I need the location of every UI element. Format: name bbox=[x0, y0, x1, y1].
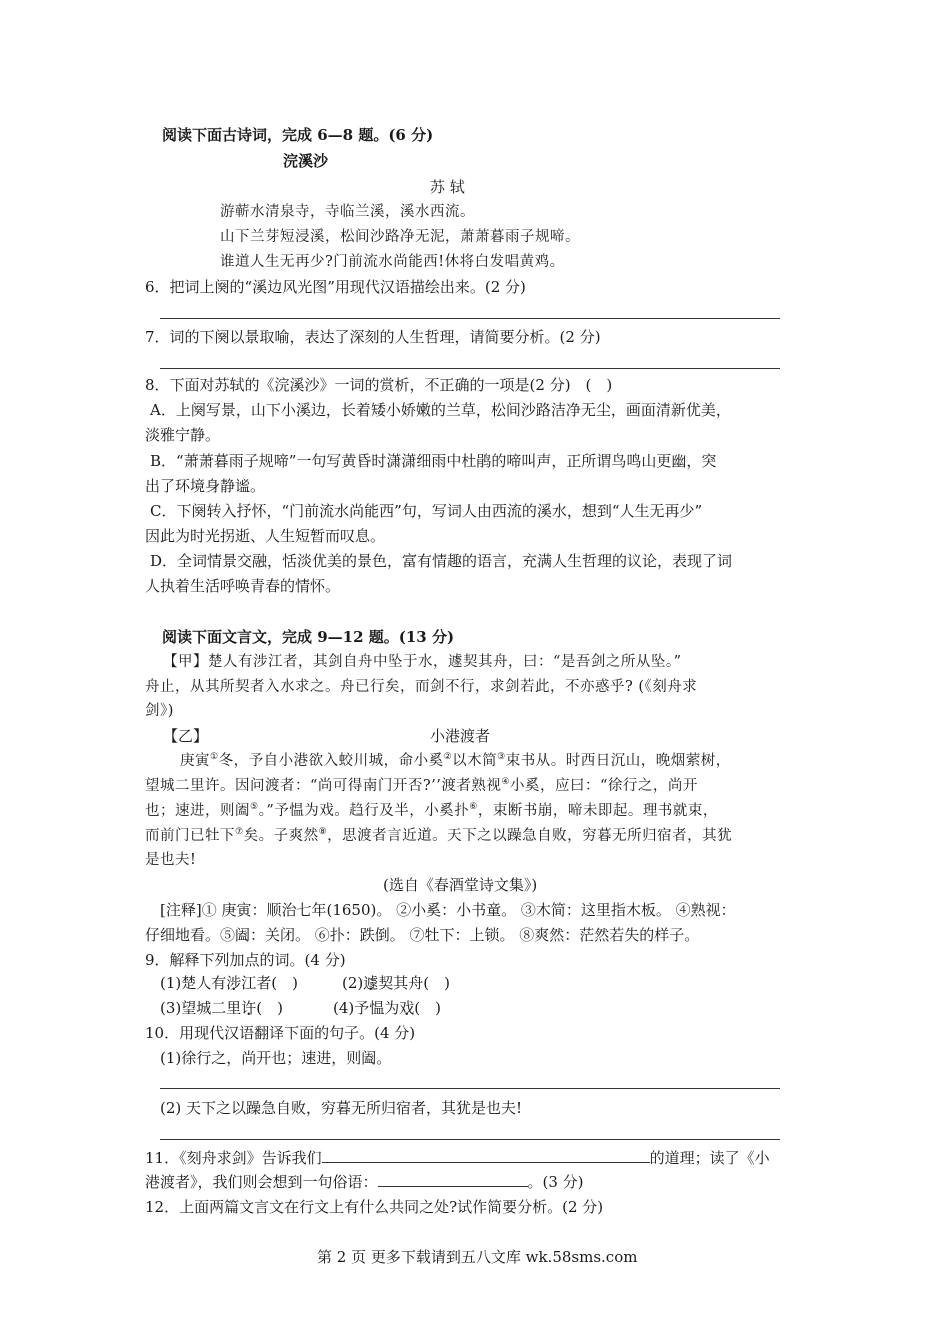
annotation: [注释]① 庚寅：顺治七年(1650)。 ②小奚：小书童。 ③木简：这里指木板。 ④熟视： bbox=[160, 901, 736, 919]
question-12: 12．上面两篇文言文在行文上有什么共同之处?试作简要分析。(2 分) bbox=[145, 1198, 604, 1216]
footnote-marker: ④ bbox=[501, 777, 510, 788]
option-b: B．“萧萧暮雨子规啼”一句写黄昏时潇潇细雨中杜鹃的啼叫声，正所谓鸟鸣山更幽，突 bbox=[150, 452, 717, 470]
answer-line bbox=[160, 368, 780, 369]
question-9-stem: 9．解释下列加点的词。(4 分) bbox=[145, 951, 346, 969]
footnote-marker: ③ bbox=[497, 752, 506, 763]
passage-yi-line: 也；速进，则阖⑤。”予愠为戏。趋行及半，小奚扑⑥，束断书崩，啼未即起。理书就束， bbox=[145, 802, 718, 819]
passage-source: (选自《春酒堂诗文集》) bbox=[383, 876, 538, 894]
passage-yi-line: 望城二里许。因问渡者：“尚可得南门开否?’’渡者熟视④小奚，应曰：“徐行之，尚开 bbox=[145, 777, 698, 794]
classical-section-heading: 阅读下面文言文，完成 9—12 题。(13 分) bbox=[162, 628, 455, 646]
option-a: A．上阕写景，山下小溪边，长着矮小娇嫩的兰草，松间沙路洁净无尘，画面清新优美， bbox=[150, 401, 731, 419]
passage-jia: 剑》) bbox=[145, 703, 174, 719]
question-9-item-1: (1)楚人有涉江者( ) bbox=[160, 974, 298, 992]
question-8-stem: 8．下面对苏轼的《浣溪沙》一词的赏析，不正确的一项是(2 分) ( ) bbox=[145, 376, 613, 394]
question-11-cont: 港渡者》，我们则会想到一句俗语： 。(3 分) bbox=[145, 1173, 584, 1191]
option-b-cont: 出了环境身静谧。 bbox=[145, 477, 266, 495]
option-a-cont: 淡雅宁静。 bbox=[145, 426, 221, 444]
footnote-marker: ⑧ bbox=[318, 827, 328, 838]
fill-blank bbox=[322, 1148, 650, 1163]
passage-yi-line: 而前门已牡下⑦矣。子爽然⑧，思渡者言近道。天下之以躁急自败，穷暮无所归宿者，其犹 bbox=[145, 827, 733, 844]
option-d-cont: 人执着生活呼唤青春的情怀。 bbox=[145, 577, 341, 595]
footnote-marker: ① bbox=[210, 752, 219, 763]
question-9-item-4: (4)予愠为戏( ) bbox=[333, 999, 441, 1017]
page-footer: 第 2 页 更多下载请到五八文库 wk.58sms.com bbox=[317, 1248, 638, 1266]
poem-line: 游蕲水清泉寺，寺临兰溪，溪水西流。 bbox=[220, 204, 475, 220]
poem-line: 谁道人生无再少?门前流水尚能西!休将白发唱黄鸡。 bbox=[220, 254, 565, 270]
footnote-marker: ⑤ bbox=[250, 802, 259, 813]
passage-yi-line: 是也夫! bbox=[145, 852, 197, 868]
question-9-item-3: (3)望城二里许( ) bbox=[160, 999, 283, 1017]
poem-author: 苏 轼 bbox=[430, 178, 465, 196]
footnote-marker: ② bbox=[443, 752, 453, 763]
footnote-marker: ⑥ bbox=[469, 802, 478, 813]
question-11: 11．《刻舟求剑》告诉我们 的道理；读了《小 bbox=[145, 1149, 770, 1167]
passage-jia: 舟止，从其所契者入水求之。舟已行矣，而剑不行，求剑若此，不亦惑乎? (《刻舟求 bbox=[145, 679, 698, 695]
question-9-item-2: (2)遽契其舟( ) bbox=[342, 974, 450, 992]
passage-yi-label: 【乙】 bbox=[163, 727, 209, 745]
passage-jia: 【甲】楚人有涉江者，其剑自舟中坠于水，遽契其舟，曰：“是吾剑之所从坠。” bbox=[163, 654, 682, 670]
footnote-marker: ⑦ bbox=[235, 827, 244, 838]
poem-title: 浣溪沙 bbox=[283, 152, 329, 170]
poem-section-heading: 阅读下面古诗词，完成 6—8 题。(6 分) bbox=[162, 126, 434, 144]
answer-line bbox=[160, 1139, 780, 1140]
question-10-sentence-1: (1)徐行之，尚开也；速进，则阖。 bbox=[160, 1049, 392, 1067]
question-7: 7．词的下阕以景取喻，表达了深刻的人生哲理，请简要分析。(2 分) bbox=[145, 328, 601, 346]
answer-line bbox=[160, 318, 780, 319]
option-c-cont: 因此为时光拐逝、人生短暂而叹息。 bbox=[145, 527, 386, 545]
option-c: C．下阕转入抒怀，“门前流水尚能西”句，写词人由西流的溪水，想到“人生无再少” bbox=[150, 502, 703, 520]
question-6: 6．把词上阕的“溪边风光图”用现代汉语描绘出来。(2 分) bbox=[145, 278, 526, 296]
fill-blank bbox=[378, 1172, 528, 1187]
question-10-stem: 10．用现代汉语翻译下面的句子。(4 分) bbox=[145, 1024, 416, 1042]
poem-line: 山下兰芽短浸溪，松间沙路净无泥，萧萧暮雨子规啼。 bbox=[220, 229, 580, 245]
option-d: D．全词情景交融，恬淡优美的景色，富有情趣的语言，充满人生哲理的议论，表现了词 bbox=[150, 552, 733, 570]
question-10-sentence-2: (2) 天下之以躁急自败，穷暮无所归宿者，其犹是也夫! bbox=[160, 1099, 523, 1117]
answer-line bbox=[160, 1088, 780, 1089]
passage-yi-title: 小港渡者 bbox=[430, 727, 491, 745]
passage-yi-line: 庚寅①冬，予自小港欲入蛟川城，命小奚②以木简③束书从。时西日沉山，晚烟萦树， bbox=[180, 752, 731, 769]
annotation: 仔细地看。⑤阖：关闭。 ⑥扑：跌倒。 ⑦牡下：上锁。 ⑧爽然：茫然若失的样子。 bbox=[145, 926, 700, 944]
